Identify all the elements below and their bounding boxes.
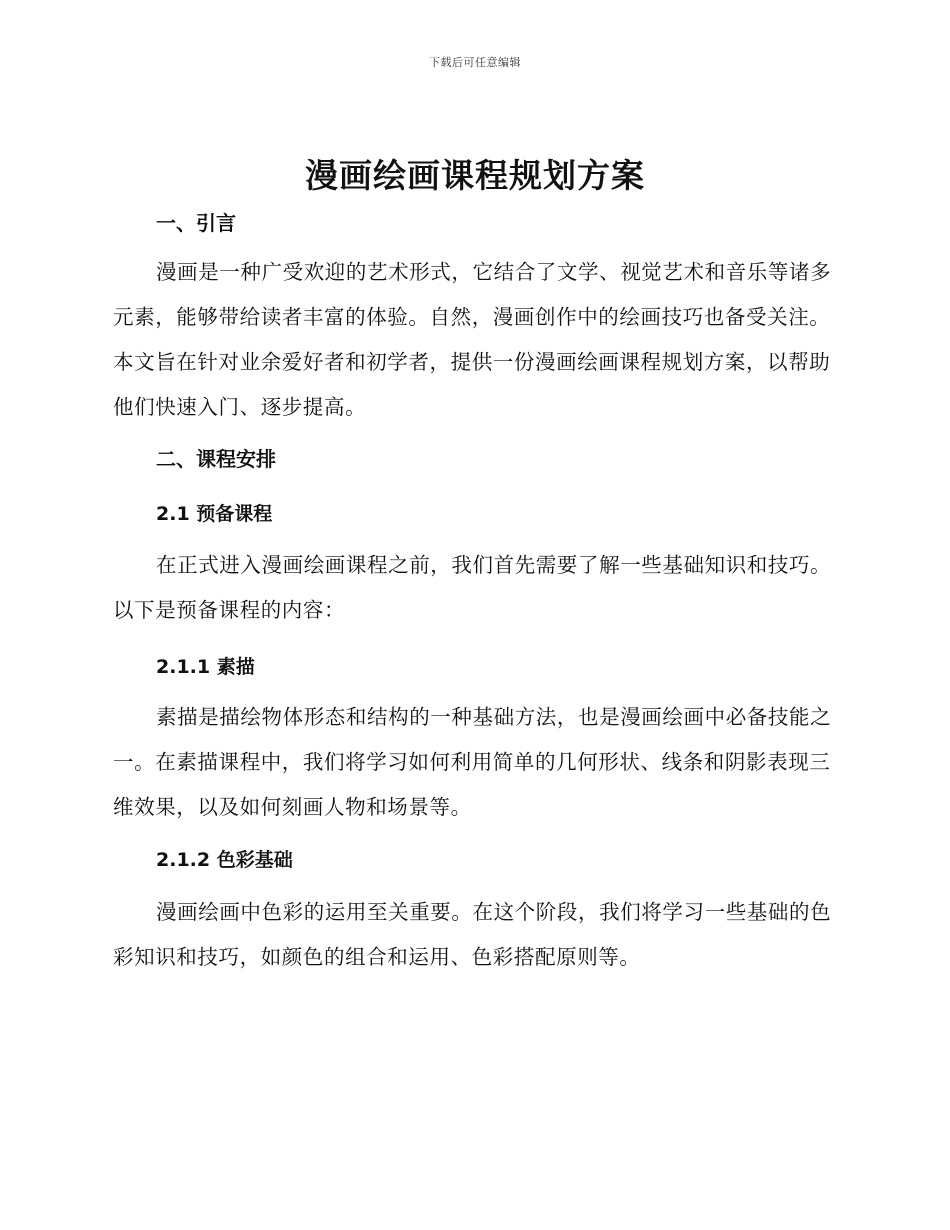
introduction-paragraph: 漫画是一种广受欢迎的艺术形式，它结合了文学、视觉艺术和音乐等诸多元素，能够带给读者丰富的体验。自然，漫画创作中的绘画技巧也备受关注。本文旨在针对业余爱好者和初学者，提供一份漫画绘画课程规划方案，以帮助他们快速入门、逐步提高。 <box>113 260 832 419</box>
subsection-heading-color-basics: 2.1.2 色彩基础 <box>156 849 293 871</box>
sketching-paragraph: 素描是描绘物体形态和结构的一种基础方法，也是漫画绘画中必备技能之一。在素描课程中，我们将学习如何利用简单的几何形状、线条和阴影表现三维效果，以及如何刻画人物和场景等。 <box>113 705 832 819</box>
subsection-heading-preparatory: 2.1 预备课程 <box>156 503 273 525</box>
color-basics-paragraph: 漫画绘画中色彩的运用至关重要。在这个阶段，我们将学习一些基础的色彩知识和技巧，如颜色的组合和运用、色彩搭配原则等。 <box>113 900 832 969</box>
subsection-heading-sketching: 2.1.1 素描 <box>156 656 255 678</box>
preparatory-paragraph: 在正式进入漫画绘画课程之前，我们首先需要了解一些基础知识和技巧。以下是预备课程的内容： <box>113 553 832 622</box>
page-header-note: 下载后可任意编辑 <box>429 56 521 69</box>
section-heading-course-schedule: 二、课程安排 <box>156 447 276 471</box>
document-title: 漫画绘画课程规划方案 <box>305 156 645 195</box>
section-heading-introduction: 一、引言 <box>156 211 236 235</box>
